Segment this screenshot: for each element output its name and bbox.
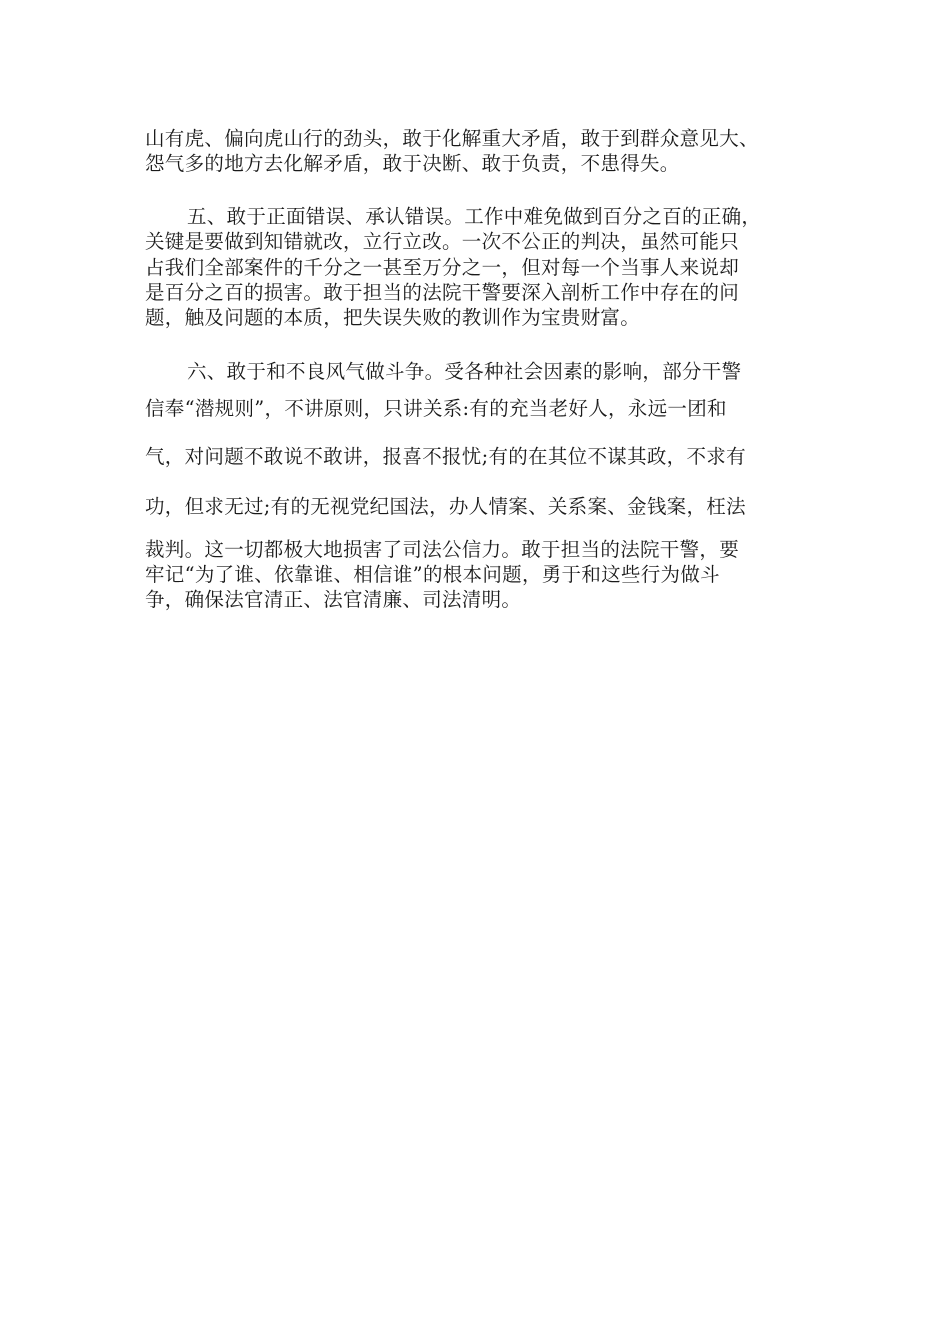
paragraph-six-line-7: 争，确保法官清正、法官清廉、司法清明。 [145,588,522,611]
paragraph-six-line-4: 功，但求无过;有的无视党纪国法，办人情案、关系案、金钱案，枉法 [145,495,746,518]
paragraph-six-line-6: 牢记“为了谁、依靠谁、相信谁”的根本问题，勇于和这些行为做斗 [145,563,720,586]
paragraph-six-line-5: 裁判。这一切都极大地损害了司法公信力。敢于担当的法院干警，要 [145,538,740,561]
paragraph-five-line-2: 关键是要做到知错就改，立行立改。一次不公正的判决，虽然可能只 [145,230,740,253]
paragraph-six-line-2: 信奉“潜规则”，不讲原则，只讲关系:有的充当老好人，永远一团和 [145,397,727,420]
paragraph-continuation-line-1: 山有虎、偏向虎山行的劲头，敢于化解重大矛盾，敢于到群众意见大、 [145,127,759,150]
paragraph-six-line-3: 气，对问题不敢说不敢讲，报喜不报忧;有的在其位不谋其政，不求有 [145,445,746,468]
paragraph-five-line-5: 题，触及问题的本质，把失误失败的教训作为宝贵财富。 [145,306,641,329]
paragraph-five-line-4: 是百分之百的损害。敢于担当的法院干警要深入剖析工作中存在的问 [145,281,740,304]
paragraph-continuation-line-2: 怨气多的地方去化解矛盾，敢于决断、敢于负责，不患得失。 [145,152,680,175]
paragraph-six-line-1: 六、敢于和不良风气做斗争。受各种社会因素的影响，部分干警 [187,360,742,383]
paragraph-five-line-1: 五、敢于正面错误、承认错误。工作中难免做到百分之百的正确， [187,205,762,228]
paragraph-five-line-3: 占我们全部案件的千分之一甚至万分之一，但对每一个当事人来说却 [145,256,740,279]
